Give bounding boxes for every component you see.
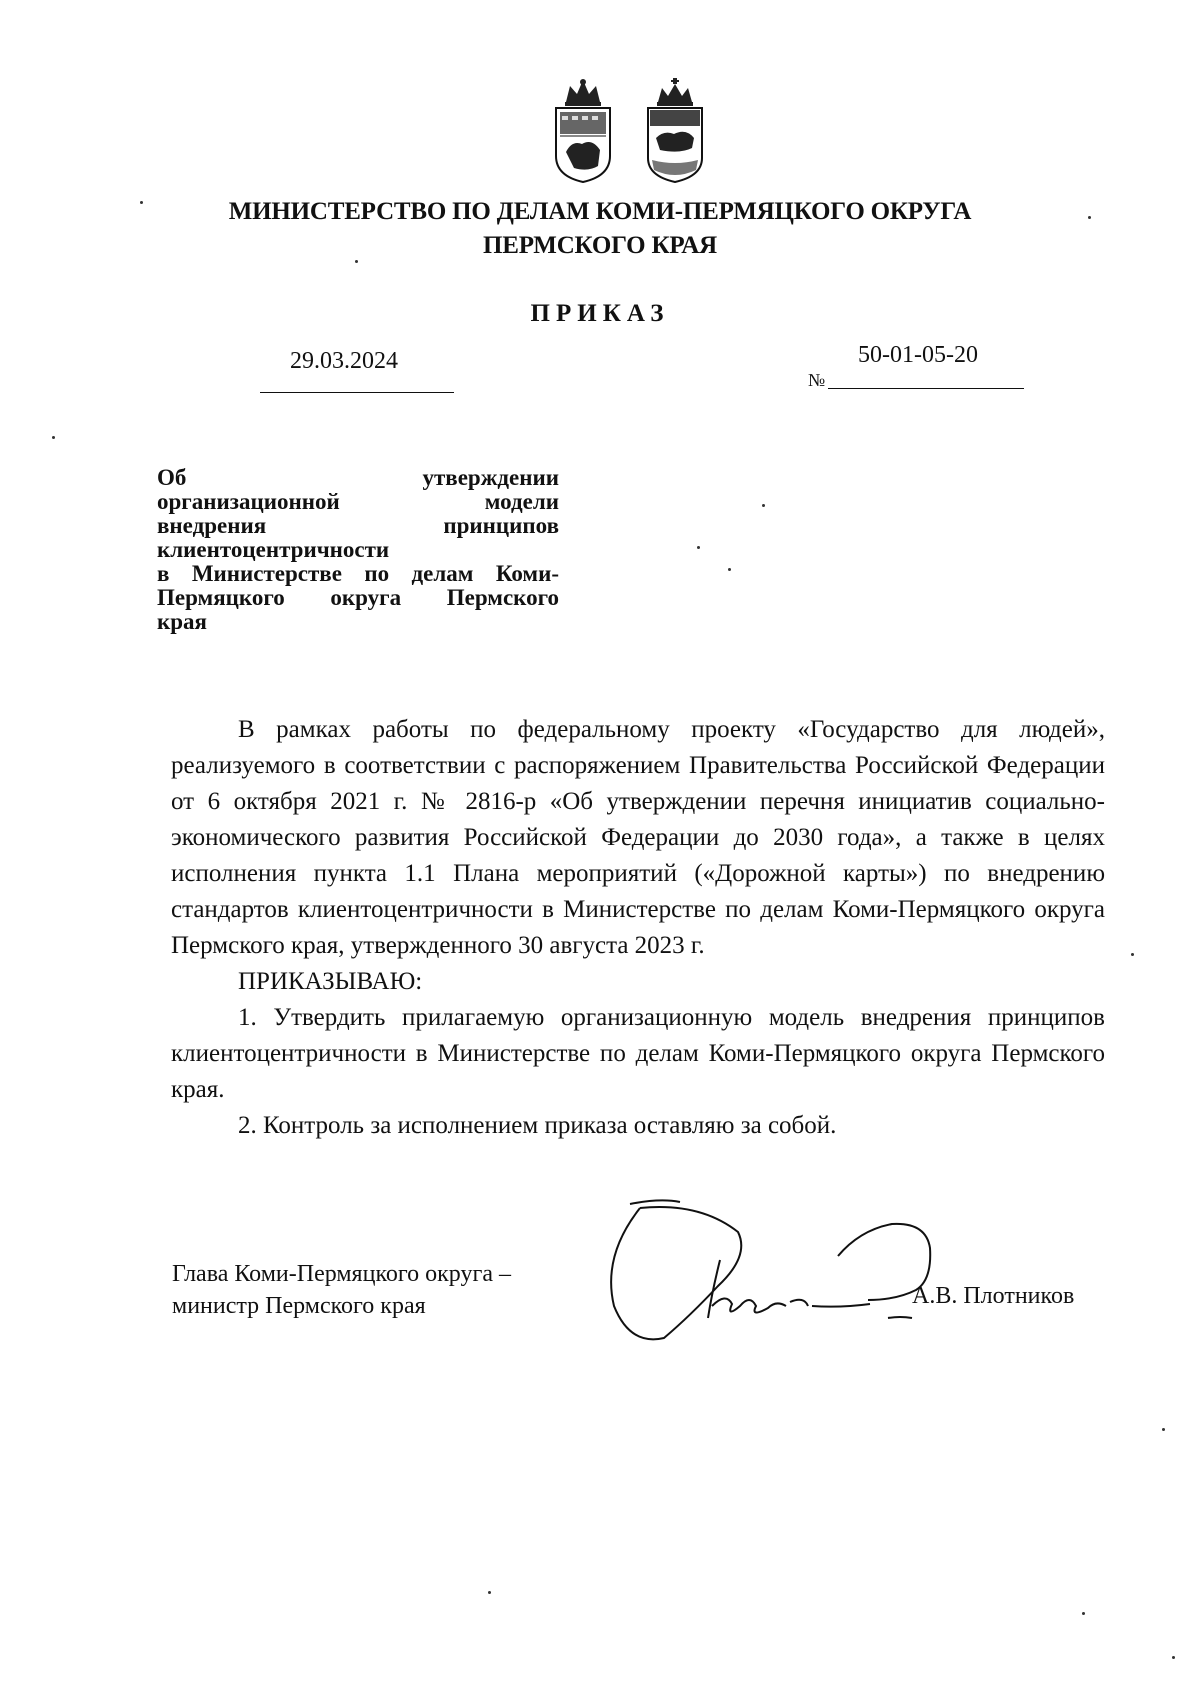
scan-speck [1172,1656,1175,1659]
order-subject [157,466,559,634]
subject-line: Пермяцкого округа Пермского [157,585,559,610]
order-item-2: 2. Контроль за исполнением приказа оставляю за собой. [238,1112,837,1139]
signatory-position [172,1258,511,1322]
subject-line: клиентоцентричности [157,537,390,562]
subject-line: организационной модели [157,489,559,514]
order-number: 50-01-05-20 [858,342,978,368]
position-line: министр Пермского края [172,1293,426,1319]
preamble-paragraph: В рамках работы по федеральному проекту «Государство для людей», реализуемого в соответствии с распоряжением Правительства Российской Федерации от 6 октября 2021 г. № 2816-р «Об утверждении перечня инициатив социально-экономического развития Российской Федерации до 2030 года», а также в целях исполнения пункта 1.1 Плана мероприятий («Дорожной карты») по внедрению стандартов клиентоцентричности в Министерстве по делам Коми-Пермяцкого округа Пермского края, утвержденного 30 августа 2023 г. [171,716,1105,959]
scan-speck [488,1591,491,1594]
scan-speck [1162,1428,1165,1431]
order-body [171,712,1105,1144]
scan-speck [355,260,358,263]
scan-speck [762,504,765,507]
scan-speck [728,568,731,571]
coat-of-arms-komi-permyak-okrug-icon [644,76,706,184]
coat-of-arms-group [552,76,712,184]
order-item-1: 1. Утвердить прилагаемую организационную модель внедрения принципов клиентоцентричности в Министерстве по делам Коми-Пермяцкого округа Пермского края. [171,1004,1105,1103]
scan-speck [52,436,55,439]
number-sign: № [808,370,826,390]
ministry-name-line1: МИНИСТЕРСТВО ПО ДЕЛАМ КОМИ-ПЕРМЯЦКОГО ОКРУГА [228,198,972,225]
handwritten-signature-icon [600,1196,940,1346]
subject-line: внедрения принципов [157,513,559,538]
signatory-name: А.В. Плотников [912,1283,1075,1309]
scan-speck [1082,1612,1085,1615]
coat-of-arms-perm-krai-icon [552,76,614,184]
subject-line: Об утверждении [157,465,559,490]
ministry-name-line2: ПЕРМСКОГО КРАЯ [482,232,717,259]
scan-speck [1088,216,1091,219]
command-word: ПРИКАЗЫВАЮ: [238,968,423,995]
number-underline [828,388,1024,389]
subject-line: в Министерстве по делам Коми- [157,561,559,586]
order-title: ПРИКАЗ [530,300,670,327]
scan-speck [1131,953,1134,956]
scan-speck [697,546,700,549]
date-underline [260,392,454,393]
order-date: 29.03.2024 [290,348,398,374]
subject-line: края [157,609,207,634]
scan-speck [140,201,143,204]
position-line: Глава Коми-Пермяцкого округа – [172,1261,511,1287]
